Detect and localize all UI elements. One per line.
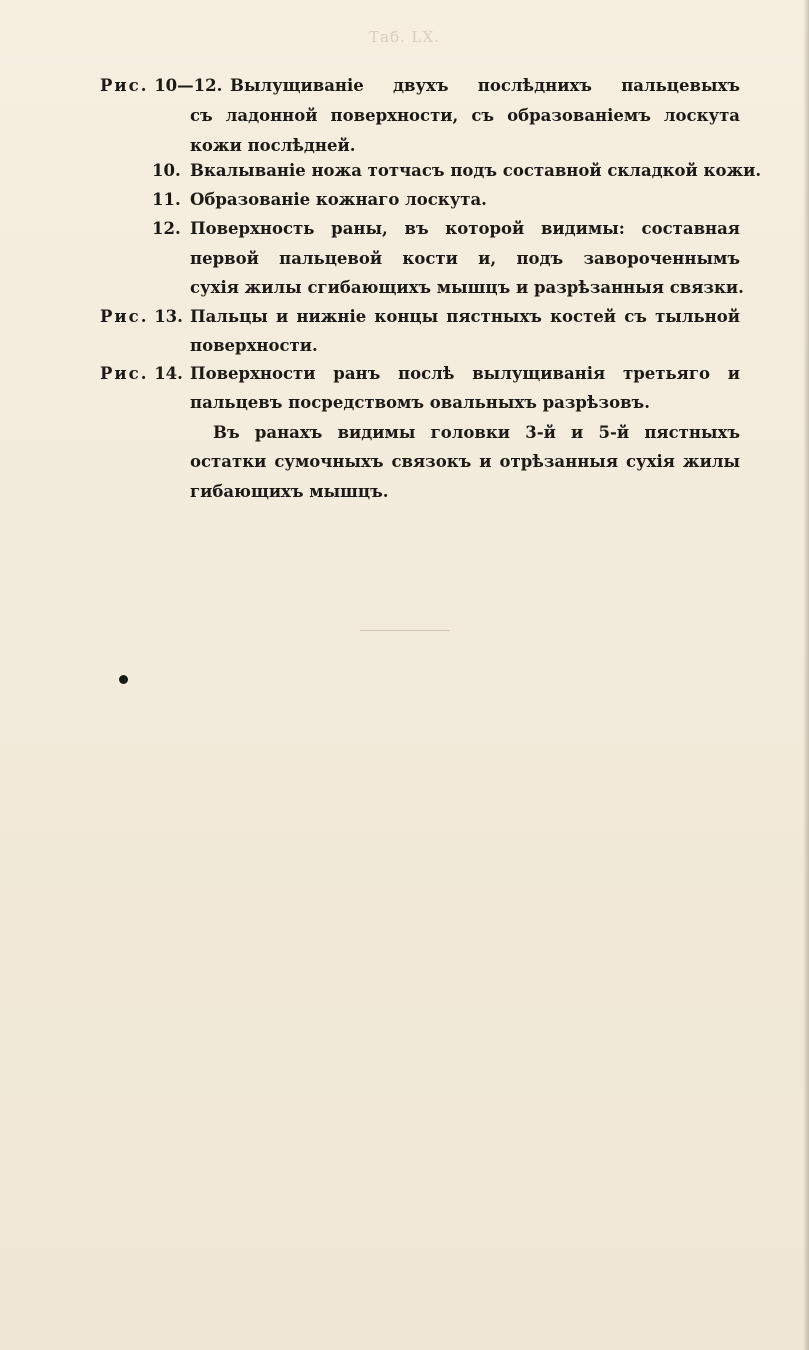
caption-line: Въ ранахъ видимы головки 3-й и 5-й пястныхъ <box>213 423 740 442</box>
figure-label-number: 13. <box>154 307 183 326</box>
sub-figure-number: 11. <box>152 190 181 209</box>
caption-line: Образованіе кожнаго лоскута. <box>190 190 487 209</box>
sub-figure-number: 10. <box>152 161 181 180</box>
page-header: Таб. LX. <box>369 28 440 46</box>
figure-label-number: 14. <box>154 364 183 383</box>
figure-label-prefix: Рис. <box>100 307 149 326</box>
figure-label-number: 10—12. <box>154 76 223 95</box>
figure-label-prefix: Рис. <box>100 76 149 95</box>
caption-line: сухія жилы сгибающихъ мышцъ и разрѣзанныя связки. <box>190 278 744 297</box>
caption-line: Поверхности ранъ послѣ вылущиванія третьяго и <box>190 364 740 383</box>
figure-label <box>100 70 222 101</box>
ink-spot <box>119 675 128 684</box>
caption-line: поверхности. <box>190 336 318 355</box>
bleed-through-rule <box>360 630 450 631</box>
caption-line: остатки сумочныхъ связокъ и отрѣзанныя сухія жилы <box>190 452 740 471</box>
caption-line: пальцевъ посредствомъ овальныхъ разрѣзовъ. <box>190 393 650 412</box>
page-edge-shadow <box>803 0 809 1350</box>
caption-line: Вылущиваніе двухъ послѣднихъ пальцевыхъ <box>230 76 740 95</box>
figure-label <box>100 301 183 332</box>
figure-label <box>100 358 183 389</box>
sub-figure-number: 12. <box>152 219 181 238</box>
caption-line: первой пальцевой кости и, подъ завороченнымъ <box>190 249 740 268</box>
caption-line: кожи послѣдней. <box>190 136 356 155</box>
caption-line: съ ладонной поверхности, съ образованіемъ лоскута <box>190 106 740 125</box>
figure-label-prefix: Рис. <box>100 364 149 383</box>
caption-line: Пальцы и нижніе концы пястныхъ костей съ тыльной <box>190 307 740 326</box>
caption-line: Вкалываніе ножа тотчасъ подъ составной складкой кожи. <box>190 161 762 180</box>
caption-line: гибающихъ мышцъ. <box>190 482 389 501</box>
caption-line: Поверхность раны, въ которой видимы: составная <box>190 219 740 238</box>
